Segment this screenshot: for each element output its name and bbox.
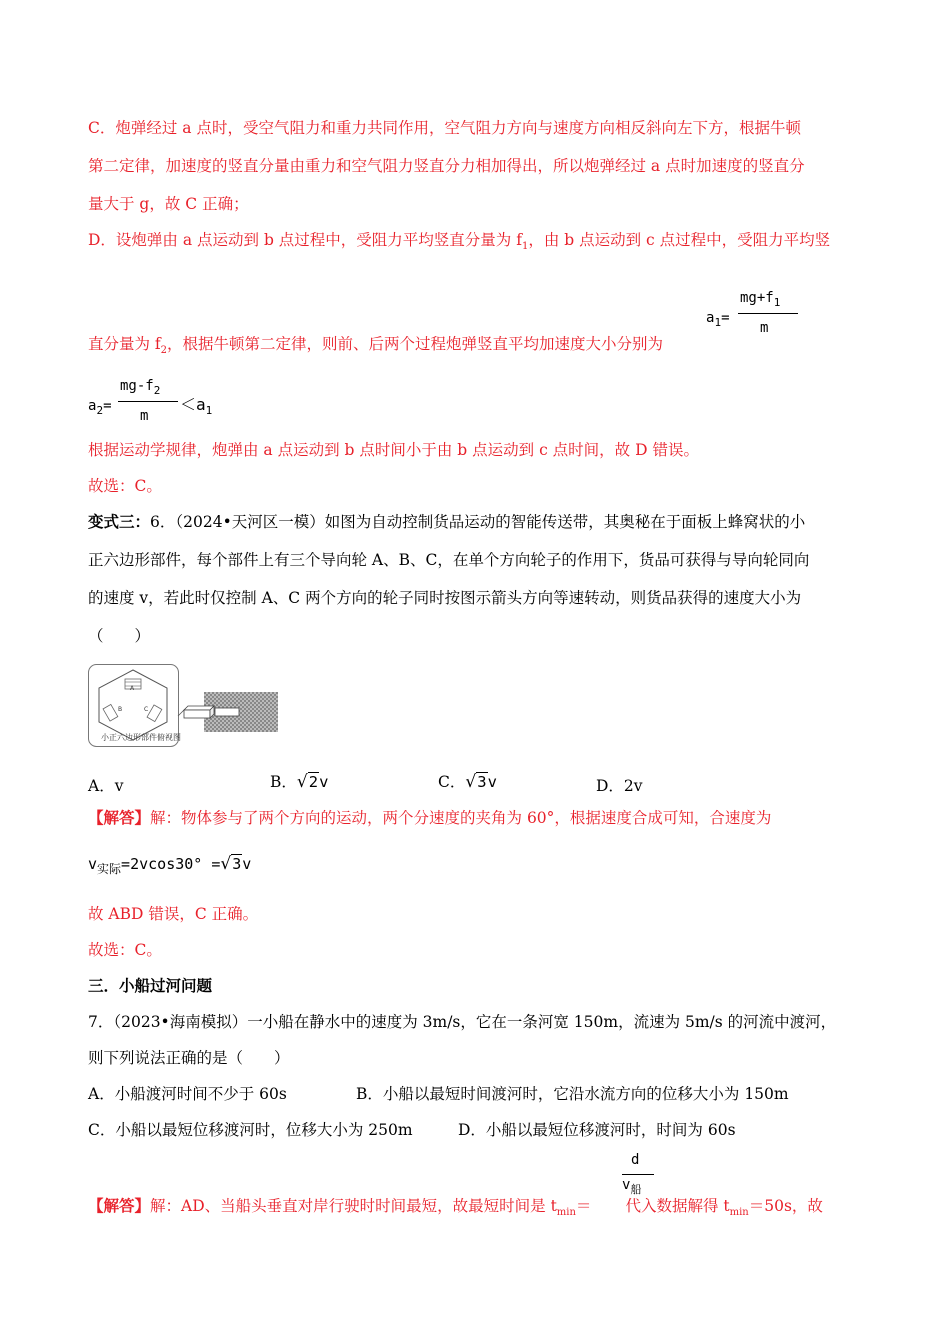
text-line: （ ） xyxy=(88,627,151,645)
formula-text: v xyxy=(242,855,252,873)
q7-option-c: C．小船以最短位移渡河时，位移大小为 250m xyxy=(88,1121,413,1139)
wheel-label-b: B xyxy=(118,706,123,713)
formula-text: = xyxy=(103,398,112,414)
option-label: B． xyxy=(270,773,297,791)
subscript: 2 xyxy=(96,403,104,417)
figure-caption: 小正六边形部件俯视图 xyxy=(101,733,181,742)
solution-7-line xyxy=(88,1196,823,1223)
subscript: 2 xyxy=(153,383,161,397)
option-a: A．v xyxy=(88,777,124,795)
variant-label: 变式三： xyxy=(88,512,151,531)
text-seg: ，由 b 点运动到 c 点过程中，受阻力平均竖 xyxy=(528,231,831,249)
subscript: min xyxy=(729,1207,749,1219)
text-line: 正六边形部件，每个部件上有三个导向轮 A、B、C，在单个方向轮子的作用下，货品可获得与导向轮同向 xyxy=(88,551,810,569)
question-6-line xyxy=(88,512,805,532)
fraction-bar xyxy=(738,313,798,314)
text-seg: 6．（2024•天河区一模）如图为自动控制货品运动的智能传送带，其奥秘在于面板上蜂窝状的小 xyxy=(150,513,806,531)
text-line: 故 ABD 错误，C 正确。 xyxy=(88,905,259,923)
subscript: 1 xyxy=(521,241,529,253)
fraction-bar xyxy=(118,401,178,402)
sqrt-value: 3 xyxy=(477,773,487,791)
option-label: C． xyxy=(438,773,466,791)
subscript: 船 xyxy=(630,1182,642,1196)
q7-option-d: D．小船以最短位移渡河时，时间为 60s xyxy=(458,1121,736,1139)
formula-text: m xyxy=(140,408,149,424)
sqrt-symbol: √ xyxy=(465,772,477,792)
text-seg: 直分量为 f xyxy=(88,335,161,353)
answer-line: 故选：C。 xyxy=(88,477,162,495)
formula-a2 xyxy=(88,378,238,428)
formula-a1 xyxy=(706,290,806,340)
text-seg: D．设炮弹由 a 点运动到 b 点过程中，受阻力平均竖直分量为 f xyxy=(88,231,522,249)
solution-6-line xyxy=(88,808,771,828)
wheel-label-c: C xyxy=(144,706,149,713)
text-line: 量大于 g，故 C 正确； xyxy=(88,195,249,213)
sqrt-value: 3 xyxy=(232,855,242,873)
subscript: 1 xyxy=(773,295,781,309)
answer-line: 故选：C。 xyxy=(88,941,162,959)
formula-text: a xyxy=(88,398,97,414)
hexagon-figure xyxy=(88,664,280,748)
text-line: 第二定律，加速度的竖直分量由重力和空气阻力竖直分力相加得出，所以炮弹经过 a 点时加速度的竖直分 xyxy=(88,157,805,175)
formula-text: ＜a xyxy=(180,395,206,414)
formula-text: a xyxy=(706,310,715,326)
formula-text: = xyxy=(721,310,730,326)
formula-text: mg-f xyxy=(120,378,154,394)
text-line xyxy=(88,230,830,257)
formula-text: m xyxy=(760,320,769,336)
formula-text: v xyxy=(622,1177,631,1193)
text-seg: ＝50s，故 xyxy=(748,1197,823,1215)
formula-text: v xyxy=(88,855,98,873)
option-unit: v xyxy=(319,773,329,791)
text-line: 根据运动学规律，炮弹由 a 点运动到 b 点时间小于由 b 点运动到 c 点时间，故 D 错误。 xyxy=(88,441,699,459)
option-d: D．2v xyxy=(596,777,643,795)
question-7-line: 7．（2023•海南模拟）一小船在静水中的速度为 3m/s，它在一条河宽 150m，流速为 5m/s 的河流中渡河， xyxy=(88,1013,837,1031)
text-seg: 解：物体参与了两个方向的运动，两个分速度的夹角为 60°，根据速度合成可知，合速度为 xyxy=(150,809,772,827)
text-line xyxy=(88,334,663,361)
formula-v xyxy=(88,852,308,882)
text-line: 则下列说法正确的是（ ） xyxy=(88,1049,290,1067)
subscript: min xyxy=(556,1207,576,1219)
subscript: 实际 xyxy=(97,862,122,876)
section-title: 三．小船过河问题 xyxy=(88,976,213,995)
sqrt-symbol: √ xyxy=(220,854,232,874)
subscript: 1 xyxy=(714,315,722,329)
text-seg: ，根据牛顿第二定律，则前、后两个过程炮弹竖直平均加速度大小分别为 xyxy=(167,335,664,353)
subscript: 1 xyxy=(205,404,213,418)
fraction-bar xyxy=(622,1174,654,1175)
text-line: 的速度 v，若此时仅控制 A、C 两个方向的轮子同时按图示箭头方向等速转动，则货品获得的速度大小为 xyxy=(88,589,802,607)
sqrt-symbol: √ xyxy=(296,772,308,792)
q7-option-b: B．小船以最短时间渡河时，它沿水流方向的位移大小为 150m xyxy=(356,1085,789,1103)
solution-label: 【解答】 xyxy=(88,1196,151,1215)
option-c xyxy=(438,772,497,792)
sqrt-value: 2 xyxy=(308,773,319,791)
option-b xyxy=(270,772,328,792)
text-seg: ＝ xyxy=(575,1197,592,1215)
subscript: 2 xyxy=(160,345,168,357)
option-unit: v xyxy=(487,773,497,791)
wheel-label-a: A xyxy=(130,685,135,692)
formula-t xyxy=(618,1152,658,1198)
formula-text: mg+f xyxy=(740,290,774,306)
solution-label: 【解答】 xyxy=(88,808,151,827)
text-seg: 解：AD、当船头垂直对岸行驶时时间最短，故最短时间是 t xyxy=(150,1197,557,1215)
text-seg: 代入数据解得 t xyxy=(625,1197,730,1215)
q7-option-a: A．小船渡河时间不少于 60s xyxy=(88,1085,287,1103)
text-line: C．炮弹经过 a 点时，受空气阻力和重力共同作用，空气阻力方向与速度方向相反斜向左下方，根据牛顿 xyxy=(88,119,801,137)
formula-text: =2vcos30° = xyxy=(121,855,221,873)
formula-text: d xyxy=(631,1152,640,1168)
